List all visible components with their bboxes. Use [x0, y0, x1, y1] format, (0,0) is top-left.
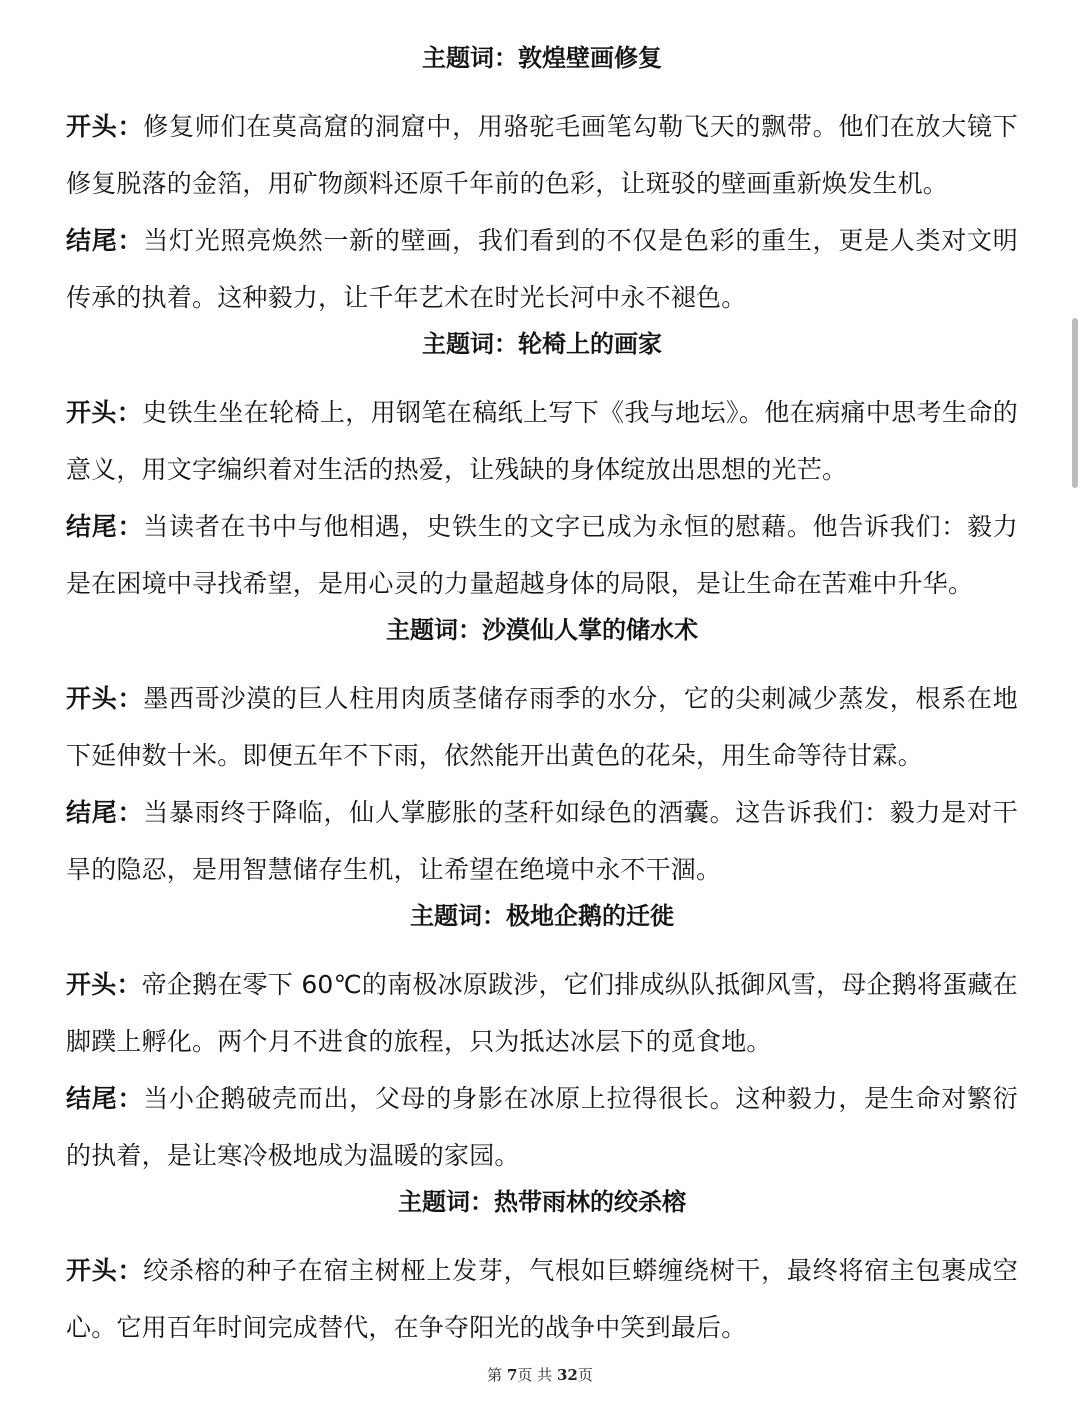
section-wheelchair-painter: [66, 330, 1018, 612]
ending-paragraph: [66, 212, 1018, 326]
section-title: 主题词：极地企鹅的迁徙: [410, 902, 674, 930]
document-content: [66, 44, 1018, 1356]
page-footer: [0, 1364, 1080, 1385]
opening-label: 开头：: [66, 970, 142, 999]
total-page-number: 32: [556, 1366, 578, 1384]
ending-text: 当灯光照亮焕然一新的壁画，我们看到的不仅是色彩的重生，更是人类对文明传承的执着。这种毅力，让千年艺术在时光长河中永不褪色。: [66, 226, 1018, 312]
ending-text: 当读者在书中与他相遇，史铁生的文字已成为永恒的慰藉。他告诉我们：毅力是在困境中寻找希望，是用心灵的力量超越身体的局限，是让生命在苦难中升华。: [66, 512, 1018, 598]
ending-paragraph: [66, 1070, 1018, 1184]
current-page-number: 7: [506, 1366, 518, 1384]
section-strangler-fig: [66, 1188, 1018, 1356]
vertical-scrollbar[interactable]: [1072, 318, 1078, 488]
ending-paragraph: [66, 784, 1018, 898]
ending-label: 结尾：: [66, 798, 144, 827]
footer-middle: 页 共: [517, 1366, 557, 1384]
ending-text: 当暴雨终于降临，仙人掌膨胀的茎秆如绿色的酒囊。这告诉我们：毅力是对干旱的隐忍，是用智慧储存生机，让希望在绝境中永不干涸。: [66, 798, 1018, 884]
opening-paragraph: [66, 1242, 1018, 1356]
opening-paragraph: [66, 956, 1018, 1070]
opening-label: 开头：: [66, 1256, 144, 1285]
footer-suffix: 页: [577, 1366, 593, 1384]
section-title: 主题词：轮椅上的画家: [422, 330, 662, 358]
section-penguin: [66, 902, 1018, 1184]
opening-text: 史铁生坐在轮椅上，用钢笔在稿纸上写下《我与地坛》。他在病痛中思考生命的意义，用文字编织着对生活的热爱，让残缺的身体绽放出思想的光芒。: [66, 398, 1018, 484]
section-title: 主题词：热带雨林的绞杀榕: [398, 1188, 686, 1216]
ending-label: 结尾：: [66, 512, 144, 541]
opening-label: 开头：: [66, 398, 143, 427]
ending-text: 当小企鹅破壳而出，父母的身影在冰原上拉得很长。这种毅力，是生命对繁衍的执着，是让寒冷极地成为温暖的家园。: [66, 1084, 1018, 1170]
opening-text: 绞杀榕的种子在宿主树桠上发芽，气根如巨蟒缠绕树干，最终将宿主包裹成空心。它用百年时间完成替代，在争夺阳光的战争中笑到最后。: [66, 1256, 1018, 1342]
opening-text: 墨西哥沙漠的巨人柱用肉质茎储存雨季的水分，它的尖刺减少蒸发，根系在地下延伸数十米。即便五年不下雨，依然能开出黄色的花朵，用生命等待甘霖。: [66, 684, 1018, 770]
opening-paragraph: [66, 384, 1018, 498]
section-cactus: [66, 616, 1018, 898]
opening-label: 开头：: [66, 112, 144, 141]
ending-paragraph: [66, 498, 1018, 612]
section-title: 主题词：敦煌壁画修复: [422, 44, 662, 72]
ending-label: 结尾：: [66, 226, 144, 255]
section-dunhuang: [66, 44, 1018, 326]
opening-text: 修复师们在莫高窟的洞窟中，用骆驼毛画笔勾勒飞天的飘带。他们在放大镜下修复脱落的金箔，用矿物颜料还原千年前的色彩，让斑驳的壁画重新焕发生机。: [66, 112, 1018, 198]
opening-paragraph: [66, 98, 1018, 212]
footer-prefix: 第: [487, 1366, 507, 1384]
opening-paragraph: [66, 670, 1018, 784]
section-title: 主题词：沙漠仙人掌的储水术: [386, 616, 698, 644]
ending-label: 结尾：: [66, 1084, 144, 1113]
opening-label: 开头：: [66, 684, 144, 713]
opening-text: 帝企鹅在零下 60℃的南极冰原跋涉，它们排成纵队抵御风雪，母企鹅将蛋藏在脚蹼上孵化。两个月不进食的旅程，只为抵达冰层下的觅食地。: [66, 970, 1018, 1056]
